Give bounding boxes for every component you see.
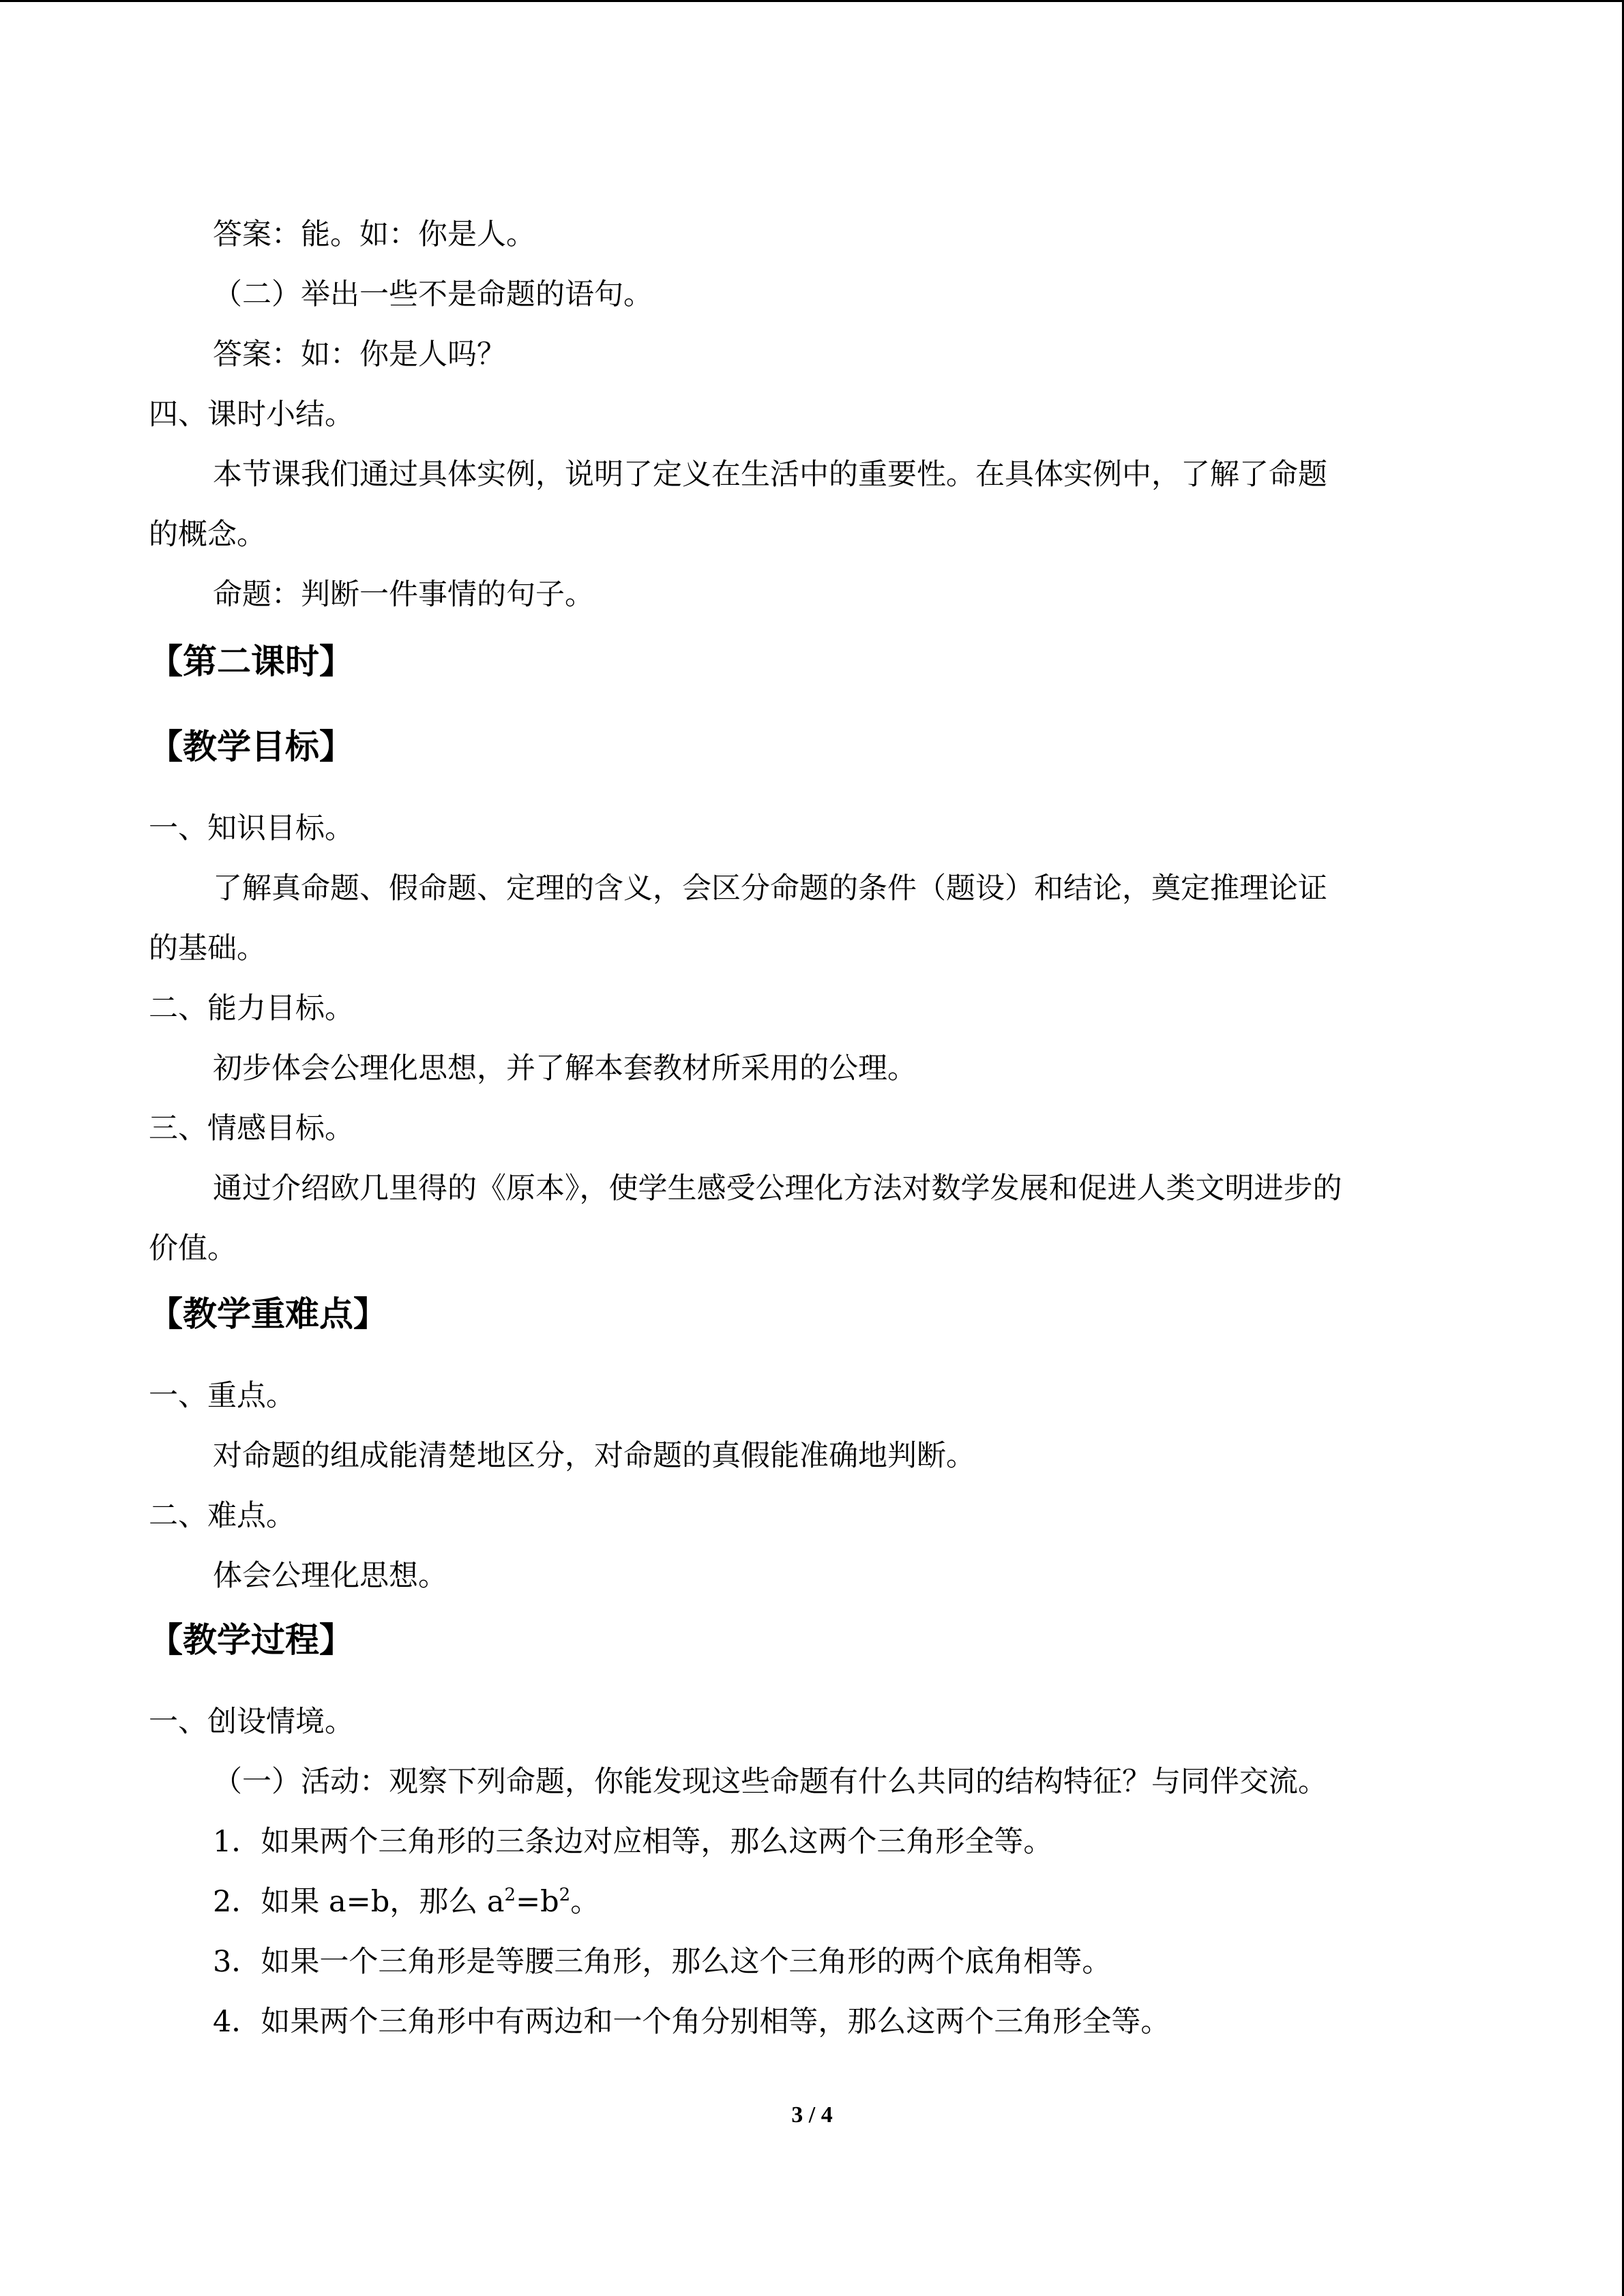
answer-line: 答案：如：你是人吗？ — [213, 338, 506, 372]
paragraph-line: 的概念。 — [149, 518, 266, 552]
superscript: 2 — [504, 1885, 516, 1905]
heading-teaching-goals: 【教学目标】 — [149, 726, 353, 766]
heading-key-difficult-points: 【教学重难点】 — [149, 1294, 387, 1334]
definition-line: 命题：判断一件事情的句子。 — [213, 578, 594, 612]
activity-line: （一）活动：观察下列命题，你能发现这些命题有什么共同的结构特征？与同伴交流。 — [213, 1765, 1327, 1799]
paragraph-line: 通过介绍欧几里得的《原本》，使学生感受公理化方法对数学发展和促进人类文明进步的 — [213, 1172, 1342, 1206]
proposition-text: 2．如果 a=b，那么 a — [213, 1885, 505, 1919]
answer-line: 答案：能。如：你是人。 — [213, 218, 535, 252]
section-heading-difficult-point: 二、难点。 — [149, 1499, 295, 1533]
proposition-item: 4．如果两个三角形中有两边和一个角分别相等，那么这两个三角形全等。 — [213, 2005, 1170, 2039]
page-number: 3 / 4 — [791, 2102, 833, 2128]
proposition-item: 1．如果两个三角形的三条边对应相等，那么这两个三角形全等。 — [213, 1825, 1053, 1859]
paragraph-line: 初步体会公理化思想，并了解本套教材所采用的公理。 — [213, 1052, 917, 1086]
page-top-border — [0, 0, 1624, 2]
proposition-item: 3．如果一个三角形是等腰三角形，那么这个三角形的两个底角相等。 — [213, 1945, 1112, 1979]
heading-second-lesson: 【第二课时】 — [149, 641, 353, 681]
paragraph-line: 体会公理化思想。 — [213, 1559, 447, 1593]
proposition-item — [213, 1881, 600, 1922]
paragraph-line: 价值。 — [149, 1232, 237, 1266]
sub-question-line: （二）举出一些不是命题的语句。 — [213, 278, 653, 312]
section-heading-emotion: 三、情感目标。 — [149, 1112, 354, 1146]
proposition-text: =b — [516, 1885, 559, 1919]
section-heading-ability: 二、能力目标。 — [149, 992, 354, 1026]
paragraph-line: 本节课我们通过具体实例，说明了定义在生活中的重要性。在具体实例中，了解了命题 — [213, 458, 1327, 492]
superscript: 2 — [559, 1885, 571, 1905]
paragraph-line: 的基础。 — [149, 931, 266, 966]
heading-teaching-process: 【教学过程】 — [149, 1620, 353, 1660]
proposition-text: 。 — [570, 1885, 600, 1919]
section-heading-knowledge: 一、知识目标。 — [149, 811, 354, 846]
section-heading-create-scenario: 一、创设情境。 — [149, 1705, 354, 1739]
paragraph-line: 了解真命题、假命题、定理的含义，会区分命题的条件（题设）和结论，奠定推理论证 — [213, 871, 1327, 906]
section-heading-summary: 四、课时小结。 — [149, 398, 354, 432]
paragraph-line: 对命题的组成能清楚地区分，对命题的真假能准确地判断。 — [213, 1439, 975, 1473]
section-heading-key-point: 一、重点。 — [149, 1379, 295, 1413]
